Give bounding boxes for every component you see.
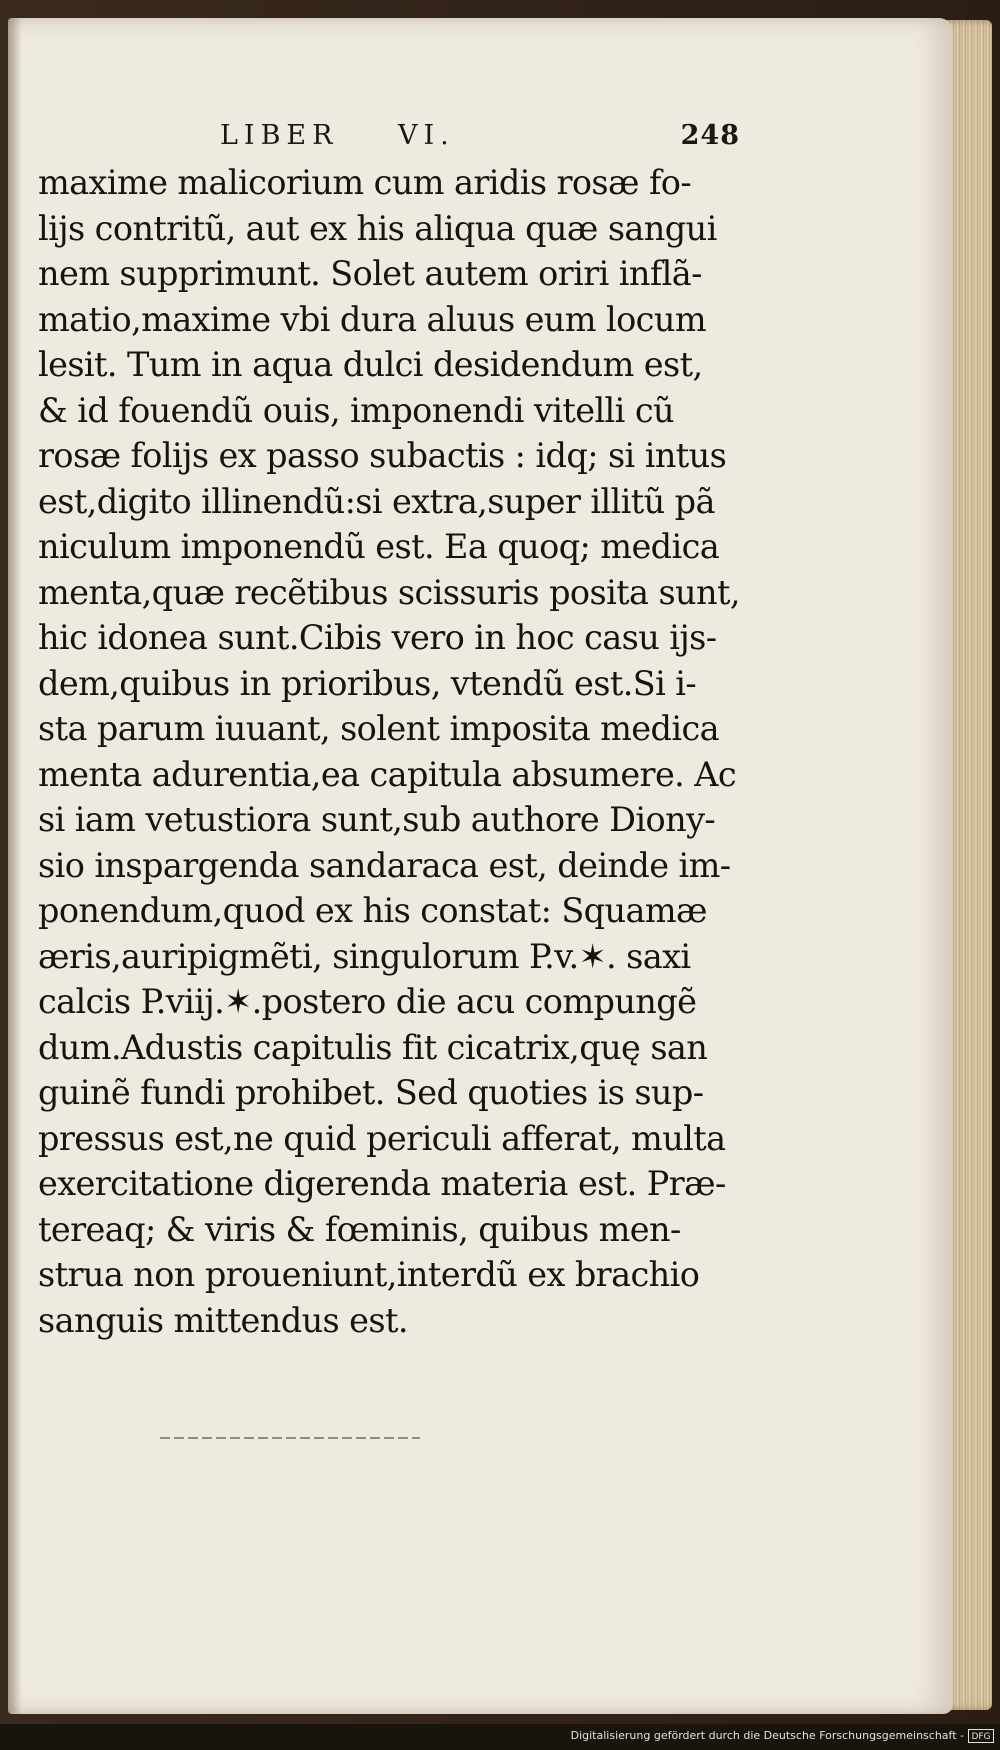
header-book-number: VI.: [398, 120, 455, 151]
page-gutter-shadow: [8, 18, 22, 1714]
running-header: [220, 120, 740, 160]
text-line: exercitatione digerenda materia est. Præ-: [38, 1164, 726, 1203]
text-line: tereaq; & viris & fœminis, quibus men-: [38, 1209, 681, 1249]
text-line: maxime malicorium cum aridis rosæ fo-: [38, 163, 692, 202]
text-line: matio,maxime vbi dura aluus eum locum: [38, 299, 706, 339]
text-line: lesit. Tum in aqua dulci desidendum est,: [38, 345, 703, 384]
dfg-logo: DFG: [968, 1729, 994, 1743]
header-book-label: LIBER: [220, 120, 339, 151]
text-line: æris,auripigmẽti, singulorum P.v.✶. saxi: [38, 936, 691, 976]
text-line: guinẽ fundi prohibet. Sed quoties is sup-: [38, 1073, 704, 1112]
text-line: menta,quæ recẽtibus scissuris posita sunt,: [38, 572, 740, 612]
text-line: rosæ folijs ex passo subactis : idq; si intus: [38, 436, 727, 475]
text-line: niculum imponendũ est. Ea quoq; medica: [38, 527, 720, 566]
text-line: sio inspargenda sandaraca est, deinde im-: [38, 845, 731, 885]
text-line: hic idonea sunt.Cibis vero in hoc casu ijs-: [38, 618, 717, 657]
text-line: dum.Adustis capitulis fit cicatrix,quę san: [38, 1027, 708, 1067]
text-line: pressus est,ne quid periculi afferat, multa: [38, 1118, 726, 1158]
text-line: & id fouendũ ouis, imponendi vitelli cũ: [38, 390, 674, 430]
text-line: sta parum iuuant, solent imposita medica: [38, 709, 720, 748]
text-line: nem supprimunt. Solet autem oriri inflã-: [38, 254, 702, 293]
text-line: lijs contritũ, aut ex his aliqua quæ sangui: [38, 208, 717, 248]
footer-credit: Digitalisierung gefördert durch die Deutsche Forschungsgemeinschaft -: [570, 1729, 964, 1742]
text-line: dem,quibus in prioribus, vtendũ est.Si i-: [38, 663, 697, 703]
text-line: est,digito illinendũ:si extra,super illitũ pã: [38, 481, 715, 521]
end-rule: [160, 1437, 420, 1439]
text-line: menta adurentia,ea capitula absumere. Ac: [38, 754, 737, 794]
text-line: sanguis mittendus est.: [38, 1300, 408, 1340]
digitization-footer: [0, 1724, 1000, 1750]
text-line: si iam vetustiora sunt,sub authore Diony-: [38, 800, 716, 839]
text-line: strua non proueniunt,interdũ ex brachio: [38, 1255, 700, 1294]
body-text: [38, 160, 758, 1343]
page-number: 248: [680, 120, 740, 151]
text-line: ponendum,quod ex his constat: Squamæ: [38, 891, 707, 930]
text-line: calcis P.viij.✶.postero die acu compungẽ: [38, 982, 697, 1021]
